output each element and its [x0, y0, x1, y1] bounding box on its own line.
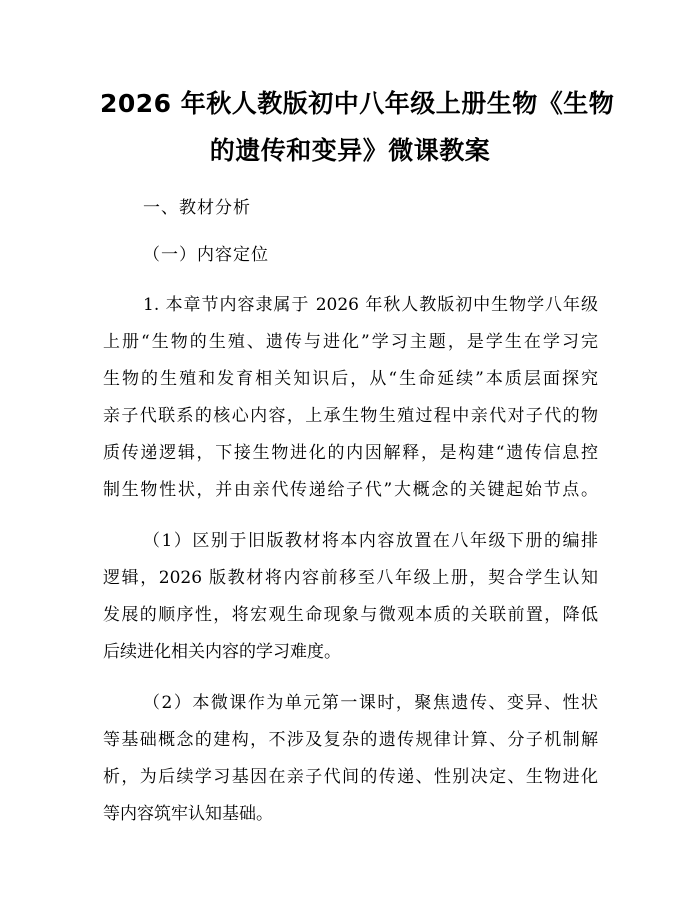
paragraph-line: 逻辑，2026 版教材将内容前移至八年级上册，契合学生认知 — [103, 568, 598, 588]
paragraph-line: 上册“生物的生殖、遗传与进化”学习主题，是学生在学习完 — [103, 332, 598, 352]
paragraph-line: 1. 本章节内容隶属于 2026 年秋人教版初中生物学八年级 — [143, 295, 598, 315]
paragraph-line: 制生物性状，并由亲代传递给子代”大概念的关键起始节点。 — [103, 480, 598, 500]
paragraph-line: 发展的顺序性，将宏观生命现象与微观本质的关联前置，降低 — [103, 605, 598, 625]
paragraph-line: 等基础概念的建构，不涉及复杂的遗传规律计算、分子机制解 — [103, 730, 598, 750]
paragraph-line: 生物的生殖和发育相关知识后，从“生命延续”本质层面探究 — [103, 369, 598, 389]
document-title-line-2: 的遗传和变异》微课教案 — [209, 136, 491, 165]
section-heading: 一、教材分析 — [143, 198, 251, 218]
paragraph-line: 析，为后续学习基因在亲子代间的传递、性别决定、生物进化 — [103, 767, 598, 787]
paragraph-line: 后续进化相关内容的学习难度。 — [103, 642, 341, 662]
paragraph-line: 等内容筑牢认知基础。 — [103, 804, 273, 824]
subsection-heading: （一）内容定位 — [143, 245, 269, 265]
paragraph-line: （1）区别于旧版教材将本内容放置在八年级下册的编排 — [143, 531, 598, 551]
paragraph-line: 质传递逻辑，下接生物进化的内因解释，是构建“遗传信息控 — [103, 443, 598, 463]
paragraph-line: 亲子代联系的核心内容，上承生物生殖过程中亲代对子代的物 — [103, 406, 598, 426]
document-title-line-1: 2026 年秋人教版初中八年级上册生物《生物 — [100, 89, 615, 118]
paragraph-line: （2）本微课作为单元第一课时，聚焦遗传、变异、性状 — [143, 693, 598, 713]
